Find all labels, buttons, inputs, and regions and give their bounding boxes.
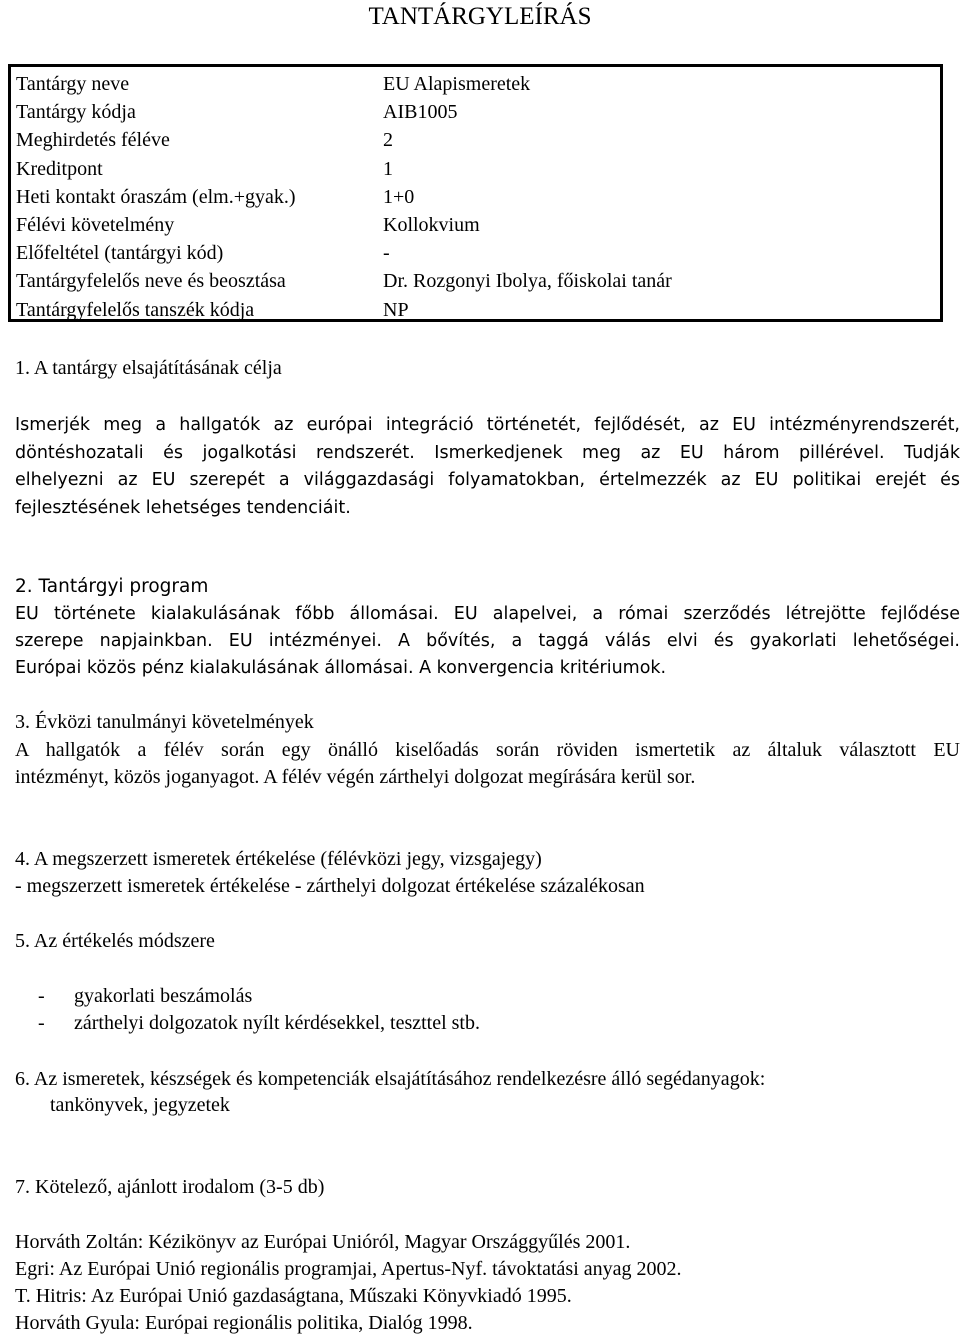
section-1-line: fejlesztésének lehetséges tendenciáit. <box>15 497 351 518</box>
section-2-line: EU története kialakulásának főbb állomásai. EU alapelvei, a római szerződés létrejötte fejlődése <box>15 604 960 624</box>
info-row-hours <box>11 183 940 211</box>
section-1-line: döntéshozatali és jogalkotási rendszerét. Ismerkedjenek meg az EU három pillérével. Tudják <box>15 442 960 463</box>
info-row-department <box>11 296 940 324</box>
section-6-body: tankönyvek, jegyzetek <box>50 1094 230 1116</box>
list-text: gyakorlati beszámolás <box>74 985 253 1007</box>
info-value: 1+0 <box>383 185 415 208</box>
section-1-body <box>15 412 960 522</box>
info-value: 2 <box>383 129 393 152</box>
info-label: Heti kontakt óraszám (elm.+gyak.) <box>16 185 296 208</box>
section-4-body: - megszerzett ismeretek értékelése - zárthelyi dolgozat értékelése százalékosan <box>15 875 645 897</box>
document-title: TANTÁRGYLEÍRÁS <box>368 3 592 30</box>
info-value: EU Alapismeretek <box>383 73 531 95</box>
section-3-line: A hallgatók a félév során egy önálló kiselőadás során röviden ismertetik az általuk választott EU <box>15 739 960 761</box>
list-dash: - <box>38 985 45 1007</box>
reference-item: Horváth Zoltán: Kézikönyv az Európai Unióról, Magyar Országgyűlés 2001. <box>15 1231 631 1253</box>
section-6-title: 6. Az ismeretek, készségek és kompetenciák elsajátításához rendelkezésre álló segédanyagok: <box>15 1068 766 1090</box>
info-row-semester <box>11 126 940 154</box>
section-5-title: 5. Az értékelés módszere <box>15 930 215 952</box>
section-3-title: 3. Évközi tanulmányi követelmények <box>15 711 314 733</box>
info-label: Tantárgyfelelős tanszék kódja <box>16 298 255 321</box>
list-dash: - <box>38 1012 45 1034</box>
info-value: - <box>383 242 390 265</box>
info-row-responsible <box>11 267 940 295</box>
info-label: Tantárgy kódja <box>16 101 136 124</box>
info-label: Előfeltétel (tantárgyi kód) <box>16 242 224 265</box>
info-row-prerequisite <box>11 239 940 267</box>
reference-item: Horváth Gyula: Európai regionális politika, Dialóg 1998. <box>15 1312 473 1334</box>
section-4-title: 4. A megszerzett ismeretek értékelése (félévközi jegy, vizsgajegy) <box>15 848 542 870</box>
info-row-code <box>11 98 940 126</box>
section-3-body <box>15 737 960 791</box>
section-3-line: intézményt, közös joganyagot. A félév végén zárthelyi dolgozat megírására kerül sor. <box>15 766 696 788</box>
section-2-line: Európai közös pénz kialakulásának állomásai. A konvergencia kritériumok. <box>15 658 667 678</box>
section-1-line: Ismerjék meg a hallgatók az európai integráció történetét, fejlődését, az EU intézményrendszerét, <box>15 415 960 435</box>
course-info-table <box>8 64 943 322</box>
info-value: Kollokvium <box>383 213 480 236</box>
info-value: AIB1005 <box>383 101 458 124</box>
section-2-line: szerepe napjainkban. EU intézményei. A bővítés, a taggá válás elvi és gyakorlati lehetőségei. <box>15 631 960 651</box>
reference-item: Egri: Az Európai Unió regionális programjai, Apertus-Nyf. távoktatási anyag 2002. <box>15 1258 682 1280</box>
info-row-requirement <box>11 211 940 239</box>
info-label: Félévi követelmény <box>16 213 175 236</box>
section-2-body <box>15 601 960 682</box>
list-text: zárthelyi dolgozatok nyílt kérdésekkel, teszttel stb. <box>74 1012 480 1034</box>
section-7-title: 7. Kötelező, ajánlott irodalom (3-5 db) <box>15 1176 325 1198</box>
reference-item: T. Hitris: Az Európai Unió gazdaságtana, Műszaki Könyvkiadó 1995. <box>15 1285 572 1307</box>
info-value: 1 <box>383 157 393 180</box>
section-1-line: elhelyezni az EU szerepét a világgazdasági folyamatokban, értelmezzék az EU politikai erejét és <box>15 470 960 490</box>
section-1-title: 1. A tantárgy elsajátításának célja <box>15 357 282 379</box>
info-label: Tantárgyfelelős neve és beosztása <box>16 270 286 293</box>
info-label: Tantárgy neve <box>16 73 130 95</box>
section-2-title: 2. Tantárgyi program <box>15 576 209 597</box>
info-row-credits <box>11 155 940 183</box>
info-value: NP <box>383 298 409 321</box>
info-value: Dr. Rozgonyi Ibolya, főiskolai tanár <box>383 270 672 293</box>
info-label: Meghirdetés féléve <box>16 129 170 152</box>
info-row-name <box>11 70 940 98</box>
info-label: Kreditpont <box>16 157 103 180</box>
